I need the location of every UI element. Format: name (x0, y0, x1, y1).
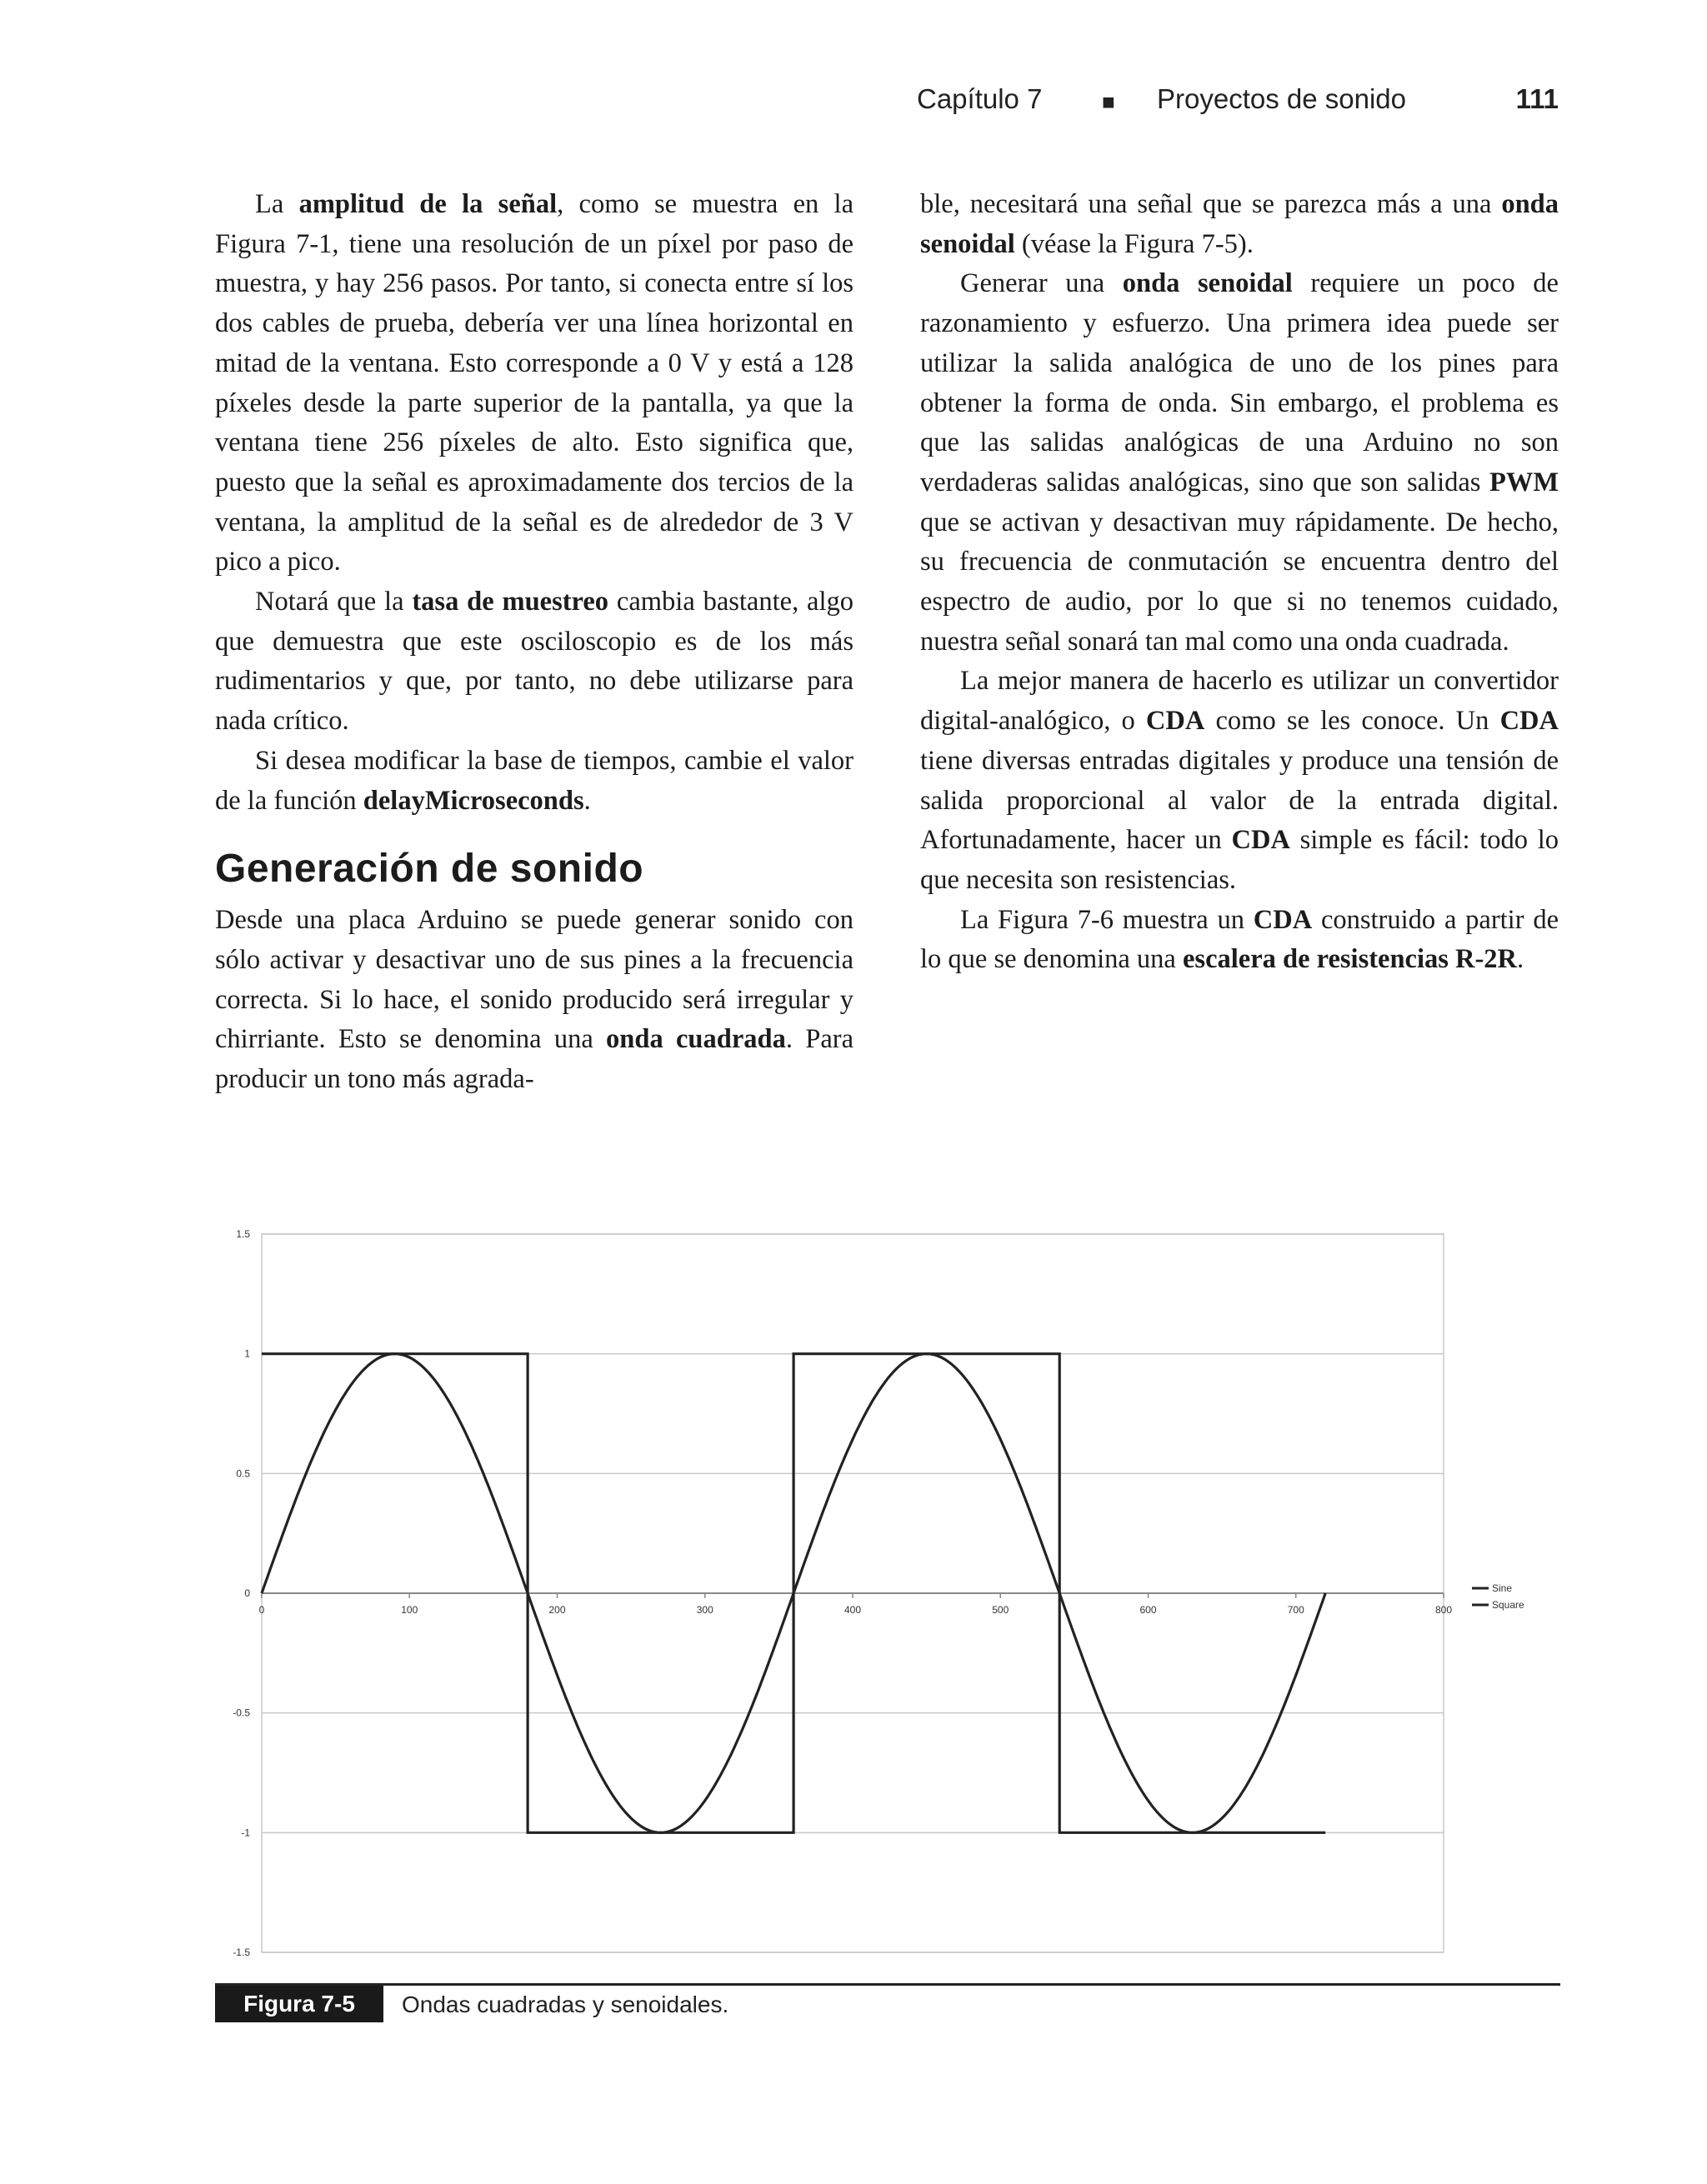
chapter-label: Capítulo 7 (917, 83, 1043, 114)
bold-term: CDA (1145, 706, 1205, 737)
y-tick-label: 1 (244, 1347, 250, 1360)
paragraph-dac: La mejor manera de hacerlo es utilizar un convertidor digital-analógico, o CDA como se les conoce. Un CDA tiene diversas entradas digitales y produce una tensión de salida proporcional al valor de la entrada digital. Afortunadamente, hacer un CDA simple es fácil: todo lo que necesita son resistencias. (920, 666, 1559, 895)
left-column (215, 185, 854, 1100)
square-sine-chart (208, 1212, 1592, 1979)
right-column (920, 185, 1559, 980)
figure-caption (215, 1983, 1560, 2023)
y-tick-label: -0.5 (233, 1707, 250, 1719)
x-tick-label: 800 (1434, 1604, 1453, 1616)
bold-term: CDA (1231, 825, 1290, 856)
paragraph-sample-rate: Notará que la tasa de muestreo cambia bastante, algo que demuestra que este osciloscopio es de los más rudimentarios y que, por tanto, no debe utilizarse para nada crítico. (215, 587, 854, 737)
x-tick-label: 300 (696, 1604, 713, 1616)
x-tick-label: 0 (258, 1604, 265, 1616)
x-tick-label: 700 (1287, 1604, 1304, 1616)
paragraph-pwm: Generar una onda senoidal requiere un poco de razonamiento y esfuerzo. Una primera idea puede ser utilizar la salida analógica de uno de los pines para obtener la forma de onda. Sin embargo, el problema es que las salidas analógicas de una Arduino no son verdaderas salidas analógicas, sino que son salidas PWM que se activan y desactivan muy rápidamente. De hecho, su frecuencia de conmutación se encuentra dentro del espectro de audio, por lo que si no tenemos cuidado, nuestra señal sonará tan mal como una onda cuadrada. (920, 268, 1559, 657)
y-tick-label: -1.5 (233, 1947, 250, 1958)
y-tick-label: -1 (241, 1827, 250, 1839)
section-heading: Generación de sonido (215, 847, 644, 892)
legend-label-square: Square (1492, 1599, 1524, 1611)
paragraph-r2r-ladder: La Figura 7-6 muestra un CDA construido a partir de lo que se denomina una escalera de resistencias R-2R. (920, 904, 1559, 975)
figure-label: Figura 7-5 (215, 1986, 383, 2022)
x-tick-label: 600 (1139, 1604, 1157, 1616)
x-tick-label: 200 (548, 1604, 566, 1616)
section-title: Proyectos de sonido (1157, 83, 1407, 114)
y-tick-label: 1.5 (236, 1228, 250, 1240)
x-tick-label: 400 (843, 1604, 862, 1616)
header-separator: ■ (1102, 89, 1115, 114)
bold-term: onda senoidal (920, 189, 1559, 259)
bold-term: CDA (1253, 904, 1313, 935)
x-tick-label: 100 (401, 1604, 418, 1616)
y-tick-label: 0.5 (236, 1467, 250, 1480)
figure-caption-text: Ondas cuadradas y senoidales. (402, 1992, 729, 2017)
page-number: 111 (1515, 83, 1559, 114)
chart-svg (208, 1212, 1592, 1979)
bold-term: onda senoidal (1122, 268, 1293, 299)
bold-term: tasa de muestreo (412, 587, 609, 617)
legend-label-sine: Sine (1492, 1582, 1513, 1594)
paragraph-sine-intro: ble, necesitará una señal que se parezca más a una onda senoidal (véase la Figura 7-5). (920, 189, 1559, 259)
paragraph-sound-generation: Desde una placa Arduino se puede generar sonido con sólo activar y desactivar uno de sus pines a la frecuencia correcta. Si lo hace, el sonido producido será irregular y chirriante. Esto se denomina una onda cuadrada. Para producir un tono más agrada- (215, 905, 854, 1095)
bold-term: PWM (1489, 467, 1559, 497)
bold-term: amplitud de la señal (298, 189, 558, 219)
bold-term: CDA (1499, 706, 1559, 737)
bold-term: onda cuadrada (606, 1024, 786, 1055)
bold-term: delayMicroseconds (363, 785, 584, 816)
bold-term: escalera de resistencias R-2R (1183, 944, 1518, 975)
x-tick-label: 500 (992, 1604, 1009, 1616)
paragraph-timebase: Si desea modificar la base de tiempos, cambie el valor de la función delayMicroseconds. (215, 745, 854, 816)
y-tick-label: 0 (244, 1587, 250, 1599)
paragraph-signal-amplitude: La amplitud de la señal, como se muestra en la Figura 7-1, tiene una resolución de un píxel por paso de muestra, y hay 256 pasos. Por tanto, si conecta entre sí los dos cables de prueba, debería ver una línea horizontal en mitad de la ventana. Esto corresponde a 0 V y está a 128 píxeles desde la parte superior de la pantalla, ya que la ventana tiene 256 píxeles de alto. Esto significa que, puesto que la señal es aproximadamente dos tercios de la ventana, la amplitud de la señal es de alrededor de 3 V pico a pico. (215, 189, 854, 577)
running-header (917, 83, 1559, 125)
